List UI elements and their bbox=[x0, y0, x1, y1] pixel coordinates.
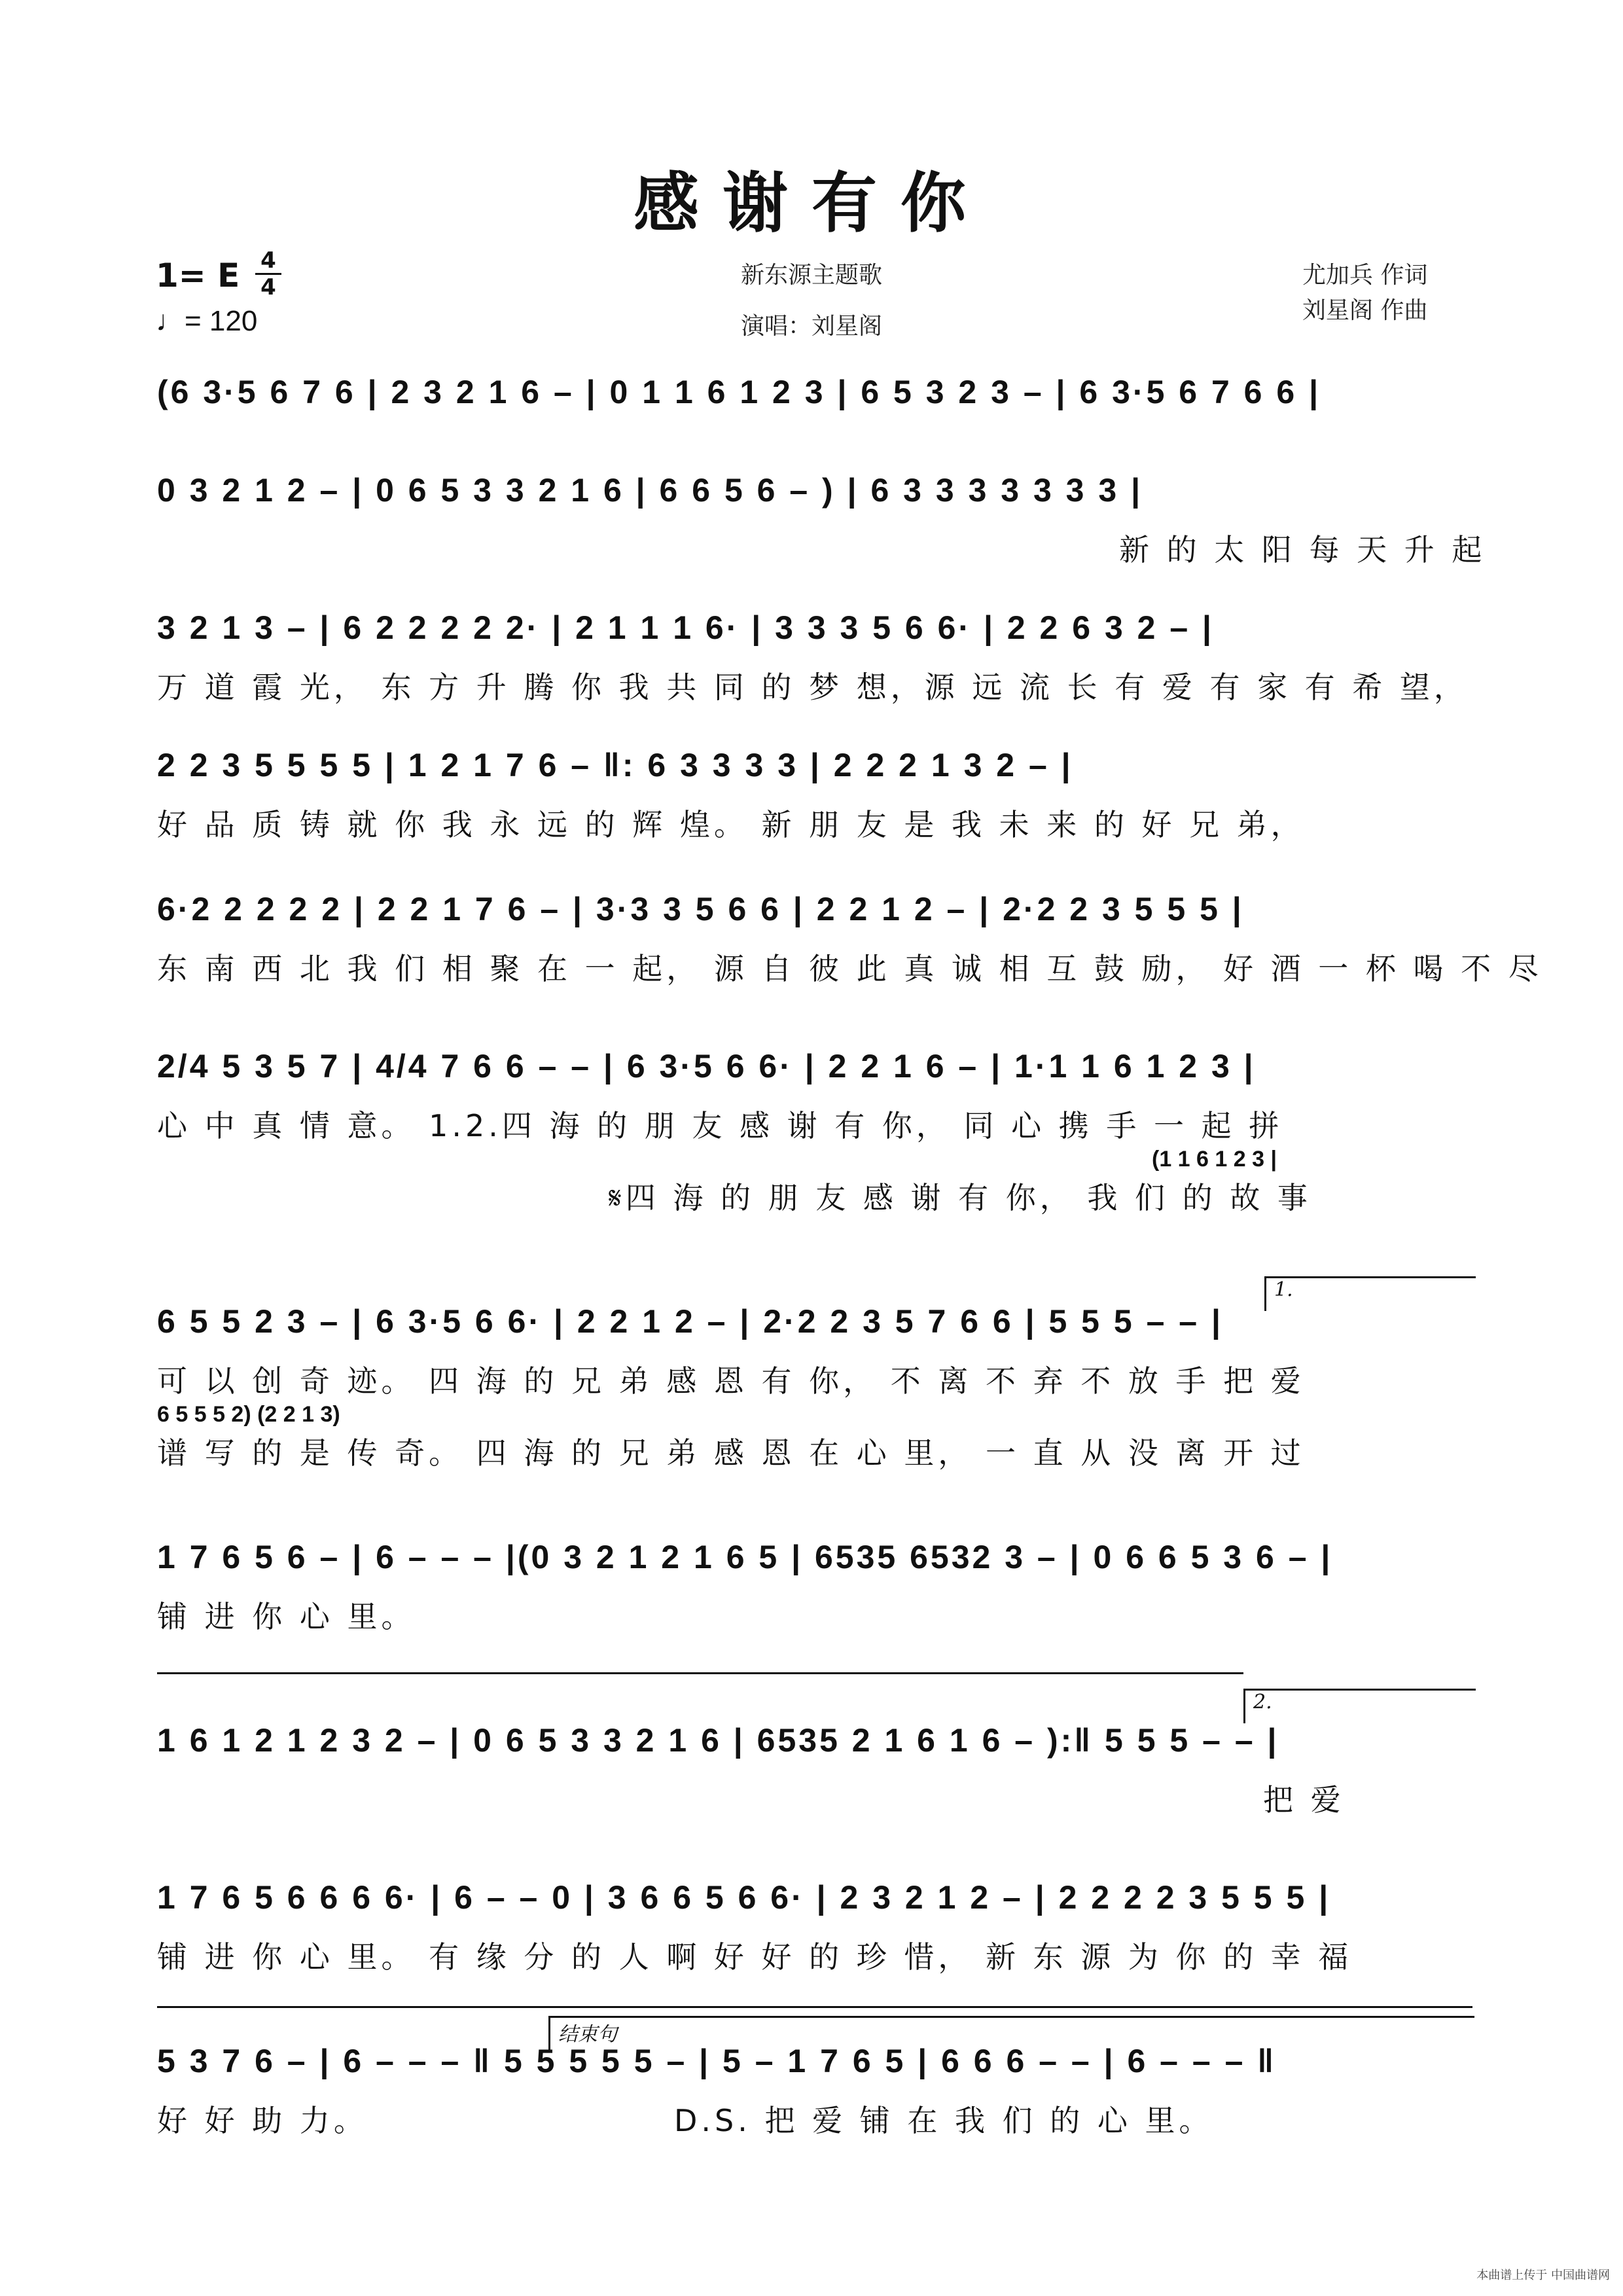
notation-line: 5 3 7 6 – | 6 – – – ‖ 5 5 5 5 5 – | 5 – 1 7 6 5 | 6 6 6 – – | 6 – – – ‖ bbox=[157, 2043, 1277, 2079]
lyric-line: 万 道 霞 光， 东 方 升 腾 你 我 共 同 的 梦 想，源 远 流 长 有 爱 有 家 有 希 望， bbox=[157, 670, 1468, 705]
key-signature: 1= E bbox=[156, 257, 240, 295]
notation-line: 6·2 2 2 2 2 | 2 2 1 7 6 – | 3·3 3 5 6 6 | 2 2 1 2 – | 2·2 2 3 5 5 5 | bbox=[157, 891, 1244, 927]
lyric-line: 好 品 质 铸 就 你 我 永 远 的 辉 煌。 新 朋 友 是 我 未 来 的 好 兄 弟， bbox=[157, 807, 1305, 842]
notation-line: 2 2 3 5 5 5 5 | 1 2 1 7 6 – ‖: 6 3 3 3 3 | 2 2 2 1 3 2 – | bbox=[157, 747, 1073, 783]
section-line bbox=[157, 2006, 1472, 2008]
coda-bracket: 结束句 bbox=[548, 2016, 1474, 2051]
system-8 bbox=[157, 1532, 1476, 1636]
system-9 bbox=[157, 1715, 1476, 1820]
alt-lyric-line: 𝄋四 海 的 朋 友 感 谢 有 你， 我 们 的 故 事 bbox=[609, 1180, 1311, 1215]
lyric-line: 好 好 助 力。 D.S. 把 爱 铺 在 我 们 的 心 里。 bbox=[157, 2094, 1476, 2140]
system-3 bbox=[157, 602, 1476, 707]
alt-notation-line: (1 1 6 1 2 3 | bbox=[1152, 1147, 1277, 1172]
footer-credit: 本曲谱上传于 中国曲谱网 bbox=[1476, 2269, 1610, 2282]
song-title: 感谢有你 bbox=[633, 164, 990, 242]
lyric-line: 东 南 西 北 我 们 相 聚 在 一 起， 源 自 彼 此 真 诚 相 互 鼓 励， 好 酒 一 杯 喝 不 尽 bbox=[157, 951, 1543, 986]
lyric-line: 铺 进 你 心 里。 bbox=[157, 1599, 416, 1634]
notation-line: 2/4 5 3 5 7 | 4/4 7 6 6 – – | 6 3·5 6 6· | 2 2 1 6 – | 1·1 1 6 1 2 3 | bbox=[157, 1048, 1256, 1085]
notation-line: 1 7 6 5 6 6 6 6· | 6 – – 0 | 3 6 6 5 6 6· | 2 3 2 1 2 – | 2 2 2 2 3 5 5 5 | bbox=[157, 1879, 1331, 1916]
system-5 bbox=[157, 884, 1543, 988]
section-line bbox=[157, 1672, 1243, 1674]
lyric-line: 铺 进 你 心 里。 有 缘 分 的 人 啊 好 好 的 珍 惜， 新 东 源 为 你 的 幸 福 bbox=[157, 1939, 1353, 1975]
meter-top: 4 bbox=[260, 247, 276, 274]
ds-lyric: D.S. 把 爱 铺 在 我 们 的 心 里。 bbox=[674, 2103, 1213, 2138]
notation-line: 6 5 5 2 3 – | 6 3·5 6 6· | 2 2 1 2 – | 2·2 2 3 5 7 6 6 | 5 5 5 – – | bbox=[157, 1303, 1223, 1340]
notation-line: 3 2 1 3 – | 6 2 2 2 2 2· | 2 1 1 1 6· | 3 3 3 5 6 6· | 2 2 6 3 2 – | bbox=[157, 609, 1215, 646]
lyricist-credit: 尤加兵 作词 bbox=[1302, 262, 1428, 289]
subtitle: 新东源主题歌 bbox=[740, 262, 882, 289]
system-7 bbox=[157, 1296, 1476, 1473]
system-10 bbox=[157, 1872, 1476, 1977]
time-signature bbox=[255, 249, 281, 299]
lyric-line: 新 的 太 阳 每 天 升 起 bbox=[1119, 532, 1486, 567]
lyric-line: 可 以 创 奇 迹。 四 海 的 兄 弟 感 恩 有 你， 不 离 不 弃 不 放 手 把 爱 bbox=[157, 1363, 1305, 1399]
notation-line: 1 6 1 2 1 2 3 2 – | 0 6 5 3 3 2 1 6 | 6535 2 1 6 1 6 – ):‖ 5 5 5 – – | bbox=[157, 1722, 1279, 1759]
tempo-mark: ♩= 120 bbox=[156, 305, 258, 337]
notation-line: 1 7 6 5 6 – | 6 – – – |(0 3 2 1 2 1 6 5 | 6535 6532 3 – | 0 6 6 5 3 6 – | bbox=[157, 1539, 1333, 1575]
system-6 bbox=[157, 1041, 1476, 1217]
singer-credit: 演唱：刘星阁 bbox=[740, 313, 882, 340]
composer-credit: 刘星阁 作曲 bbox=[1302, 297, 1428, 324]
notation-line: 0 3 2 1 2 – | 0 6 5 3 3 2 1 6 | 6 6 5 6 – ) | 6 3 3 3 3 3 3 3 | bbox=[157, 472, 1143, 509]
system-11 bbox=[157, 2036, 1476, 2140]
system-4 bbox=[157, 740, 1476, 844]
notation-line: (6 3·5 6 7 6 | 2 3 2 1 6 – | 0 1 1 6 1 2 3 | 6 5 3 2 3 – | 6 3·5 6 7 6 6 | bbox=[157, 374, 1321, 410]
alt-notation-line: 6 5 5 5 2) (2 2 1 3) bbox=[157, 1402, 340, 1427]
volta-1: 1. bbox=[1264, 1276, 1476, 1311]
system-1 bbox=[157, 367, 1476, 425]
lyric-line: 把 爱 bbox=[1263, 1782, 1345, 1818]
lyric-line: 心 中 真 情 意。 1.2.四 海 的 朋 友 感 谢 有 你， 同 心 携 手 一 起 拼 bbox=[157, 1108, 1283, 1143]
meter-bottom: 4 bbox=[260, 274, 276, 300]
system-2 bbox=[157, 465, 1486, 569]
volta-2: 2. bbox=[1243, 1689, 1476, 1723]
alt-lyric-line: 谱 写 的 是 传 奇。 四 海 的 兄 弟 感 恩 在 心 里， 一 直 从 没 离 开 过 bbox=[157, 1435, 1305, 1471]
